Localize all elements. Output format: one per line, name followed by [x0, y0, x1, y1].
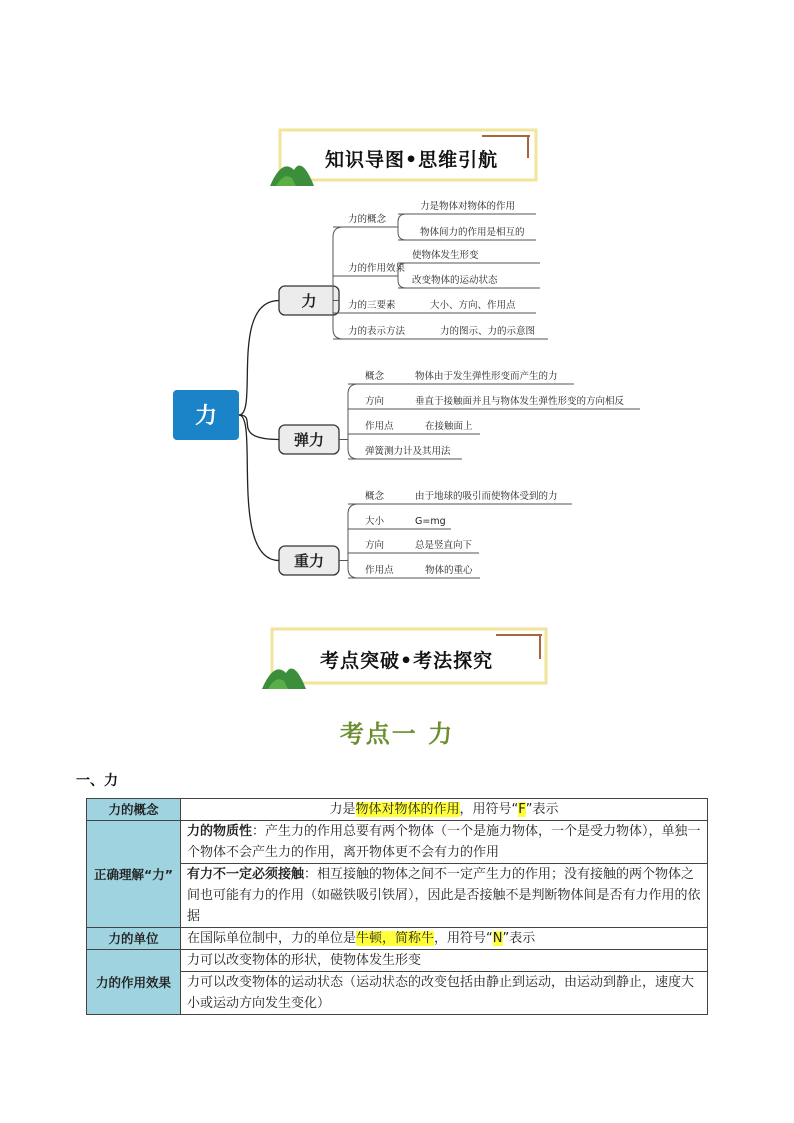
- banner-title: 考点突破•考法探究: [320, 650, 494, 672]
- table-row: [87, 799, 708, 821]
- item-value: 物体由于发生弹性形变而产生的力: [415, 371, 558, 382]
- item-value: 在接触面上: [425, 421, 473, 432]
- sub-item-label: 力是物体对物体的作用: [420, 201, 516, 212]
- item-label: 力的三要素: [348, 300, 396, 311]
- branch-connector: [239, 301, 279, 416]
- branch-spine: [333, 227, 343, 339]
- branch-spine: [348, 504, 358, 578]
- sub-item-label: 物体间力的作用是相互的: [420, 227, 525, 238]
- text: ”表示: [502, 931, 536, 946]
- sub-spine: [398, 214, 406, 240]
- exam-banner: [262, 627, 552, 689]
- highlight-text: 物体对物体的作用: [355, 802, 460, 817]
- branch-connector: [239, 415, 279, 440]
- item-label: 弹簧测力计及其用法: [365, 446, 451, 457]
- table-row: [87, 928, 708, 950]
- branch-spine: [348, 384, 358, 459]
- text: 在国际单位制中，力的单位是: [187, 931, 357, 946]
- unit-cell: [181, 928, 708, 950]
- item-label: 概念: [365, 491, 385, 502]
- item-label: 概念: [365, 371, 385, 382]
- item-value: G=mg: [415, 516, 446, 527]
- text: ”表示: [525, 802, 559, 817]
- sub-heading: 一、力: [76, 773, 118, 789]
- item-label: 作用点: [365, 565, 394, 576]
- table-row: [87, 950, 708, 972]
- item-label: 作用点: [365, 421, 394, 432]
- text: 力是: [329, 802, 356, 817]
- bold-text: 有力不一定必须接触: [187, 867, 305, 882]
- item-value: 大小、方向、作用点: [430, 300, 516, 311]
- effect-cell-1: 力可以改变物体的形状，使物体发生形变: [181, 950, 708, 972]
- item-label: 方向: [365, 396, 385, 407]
- text: ：产生力的作用总要有两个物体（一个是施力物体，一个是受力物体），单独一个物体不会产生力的作用，离开物体更不会有力的作用: [187, 824, 701, 860]
- row-label: 力的单位: [87, 928, 181, 950]
- symbol-text: N: [492, 931, 503, 946]
- item-label: 大小: [365, 516, 385, 527]
- item-value: 由于地球的吸引而使物体受到的力: [415, 491, 558, 502]
- highlight-text: 牛顿，简称牛: [356, 931, 435, 946]
- text: ，用符号“: [459, 802, 519, 817]
- section-title: 考点一 力: [339, 720, 455, 748]
- table-row: [87, 972, 708, 1015]
- item-value: 力的图示、力的示意图: [440, 326, 536, 337]
- text: ，用符号“: [434, 931, 493, 946]
- sub-item-label: 改变物体的运动状态: [412, 275, 498, 286]
- item-value: 总是竖直向下: [415, 540, 473, 551]
- row-label: 力的作用效果: [87, 950, 181, 1015]
- banner-title: 知识导图•思维引航: [325, 149, 499, 171]
- item-label: 力的概念: [348, 214, 387, 225]
- effect-cell-2: 力可以改变物体的运动状态（运动状态的改变包括由静止到运动，由运动到静止，速度大小或运动方向发生变化）: [181, 972, 708, 1015]
- item-label: 力的表示方法: [348, 326, 406, 337]
- branch-label: 弹力: [293, 431, 325, 449]
- branch-label: 重力: [293, 552, 325, 570]
- concept-cell: [181, 799, 708, 821]
- item-label: 力的作用效果: [348, 263, 406, 274]
- understand-cell-2: [181, 864, 708, 928]
- row-label: 力的概念: [87, 799, 181, 821]
- item-label: 方向: [365, 540, 385, 551]
- understand-cell-1: [181, 821, 708, 864]
- row-label: 正确理解“力”: [87, 821, 181, 928]
- item-value: 物体的重心: [425, 565, 473, 576]
- table-row: [87, 821, 708, 864]
- symbol-text: F: [518, 802, 526, 817]
- knowledge-table: [86, 798, 708, 1015]
- text: ：相互接触的物体之间不一定产生力的作用；没有接触的两个物体之间也可能有力的作用（如磁铁吸引铁屑），因此是否接触不是判断物体间是否有力作用的依据: [187, 867, 701, 924]
- bold-text: 力的物质性: [187, 824, 253, 839]
- item-value: 垂直于接触面并且与物体发生弹性形变的方向相反: [415, 396, 625, 407]
- branch-label: 力: [301, 292, 317, 310]
- sub-item-label: 使物体发生形变: [412, 250, 479, 261]
- root-label: 力: [194, 404, 218, 429]
- table-row: [87, 864, 708, 928]
